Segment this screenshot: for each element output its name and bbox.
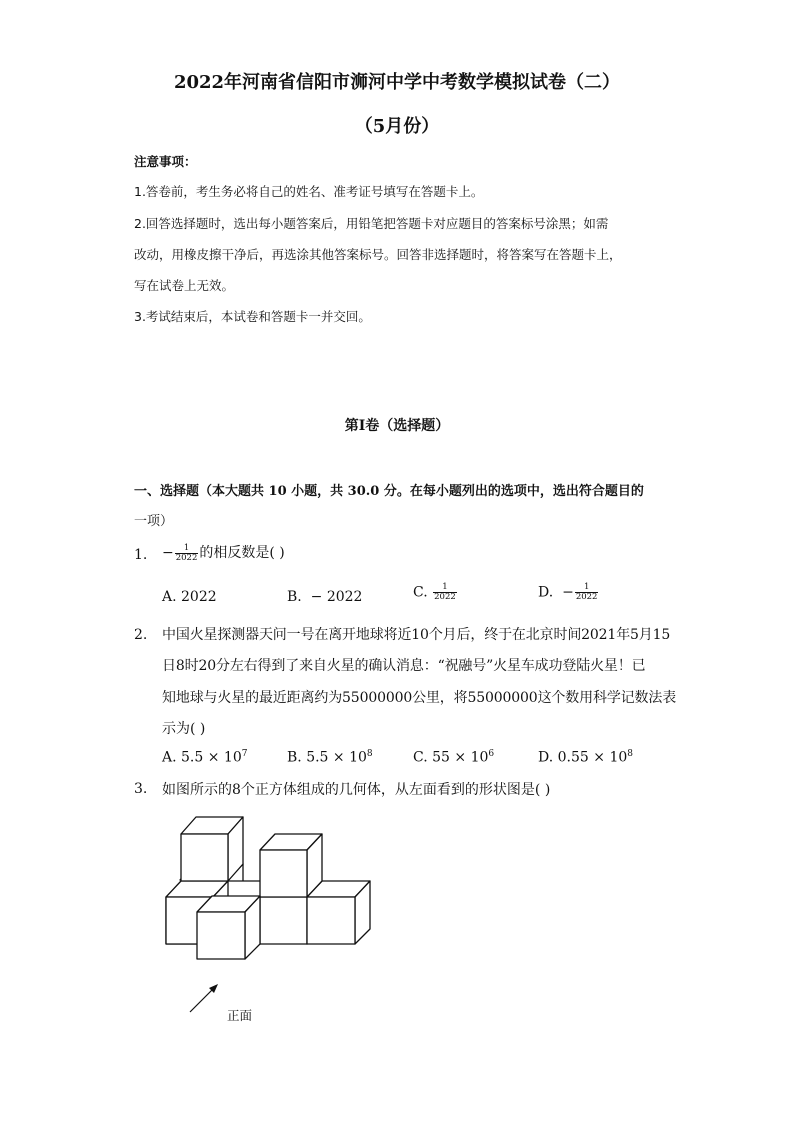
- question-number: 2.: [134, 627, 148, 643]
- part-heading-line2: 一项）: [134, 514, 174, 529]
- option-c[interactable]: [413, 583, 458, 602]
- option-c[interactable]: [413, 749, 494, 766]
- notice-heading: 注意事项：: [134, 154, 197, 169]
- minus-sign: −: [162, 545, 174, 561]
- exponent: 7: [241, 749, 248, 759]
- option-a[interactable]: [162, 589, 217, 605]
- option-label: D.: [538, 584, 554, 601]
- question-line: 知地球与火星的最近距离约为55000000公里，将55000000这个数用科学记数法表: [162, 690, 677, 706]
- option-a[interactable]: [162, 749, 247, 766]
- question-text: 如图所示的8个正方体组成的几何体，从左面看到的形状图是( ): [162, 782, 551, 798]
- part-heading-line1: 一、选择题（本大题共 10 小题，共 30.0 分。在每小题列出的选项中，选出符合题目的: [134, 484, 644, 499]
- option-d[interactable]: [538, 583, 599, 602]
- option-text: 2022: [181, 589, 217, 605]
- figure-label: 正面: [227, 1008, 253, 1023]
- cube-figure: [150, 805, 390, 1035]
- fraction-denominator: 2022: [175, 552, 198, 563]
- cube: [197, 896, 260, 959]
- option-text: 5.5 × 10: [181, 749, 242, 766]
- option-label: A.: [162, 749, 177, 766]
- option-label: C.: [413, 584, 428, 601]
- notice-item: 2.回答选择题时，选出每小题答案后，用铅笔把答题卡对应题目的答案标号涂黑；如需: [134, 216, 609, 231]
- option-b[interactable]: [287, 589, 362, 605]
- option-label: D.: [538, 749, 554, 766]
- notice-item: 改动，用橡皮擦干净后，再选涂其他答案标号。回答非选择题时，将答案写在答题卡上，: [134, 247, 622, 262]
- question-line: 中国火星探测器天问一号在离开地球将近10个月后，终于在北京时间2021年5月15: [162, 627, 671, 643]
- option-text: 5.5 × 10: [306, 749, 367, 766]
- question-text: 的相反数是( ): [199, 545, 285, 561]
- fraction-denominator: 2022: [575, 592, 598, 602]
- question-number: 3.: [134, 781, 148, 797]
- cube: [181, 817, 243, 881]
- page-title: 2022年河南省信阳市浉河中学中考数学模拟试卷（二）: [173, 72, 621, 93]
- page-subtitle: （5月份）: [354, 116, 440, 137]
- option-label: B.: [287, 589, 302, 605]
- question-line: 日8时20分左右得到了来自火星的确认消息：“祝融号”火星车成功登陆火星！已: [162, 658, 646, 674]
- fraction-numerator: 1: [442, 582, 448, 592]
- option-label: C.: [413, 749, 428, 766]
- exponent: 6: [488, 749, 495, 759]
- exponent: 8: [366, 749, 373, 759]
- question-stem: [162, 542, 285, 563]
- cube: [260, 834, 322, 897]
- option-label: B.: [287, 749, 302, 766]
- cube: [307, 881, 370, 944]
- fraction-denominator: 2022: [434, 592, 456, 602]
- fraction: [433, 583, 457, 602]
- option-text: 0.55 × 10: [557, 749, 628, 766]
- notice-item: 3.考试结束后，本试卷和答题卡一并交回。: [134, 309, 371, 324]
- option-text: 55 × 10: [432, 749, 489, 766]
- option-d[interactable]: [538, 749, 633, 766]
- option-label: A.: [162, 589, 177, 605]
- front-arrow-icon: [190, 984, 218, 1012]
- fraction: [175, 544, 199, 563]
- option-text: − 2022: [310, 589, 363, 605]
- fraction-numerator: 1: [583, 582, 590, 592]
- section-title: 第Ⅰ卷（选择题）: [344, 418, 450, 434]
- minus-sign: −: [562, 584, 574, 601]
- fraction-numerator: 1: [183, 542, 190, 553]
- notice-item: 写在试卷上无效。: [134, 278, 235, 293]
- option-b[interactable]: [287, 749, 373, 766]
- fraction: [575, 583, 599, 602]
- question-number: 1.: [134, 547, 148, 563]
- exponent: 8: [627, 749, 633, 759]
- question-line: 示为( ): [162, 721, 206, 737]
- notice-item: 1.答卷前，考生务必将自己的姓名、准考证号填写在答题卡上。: [134, 184, 484, 199]
